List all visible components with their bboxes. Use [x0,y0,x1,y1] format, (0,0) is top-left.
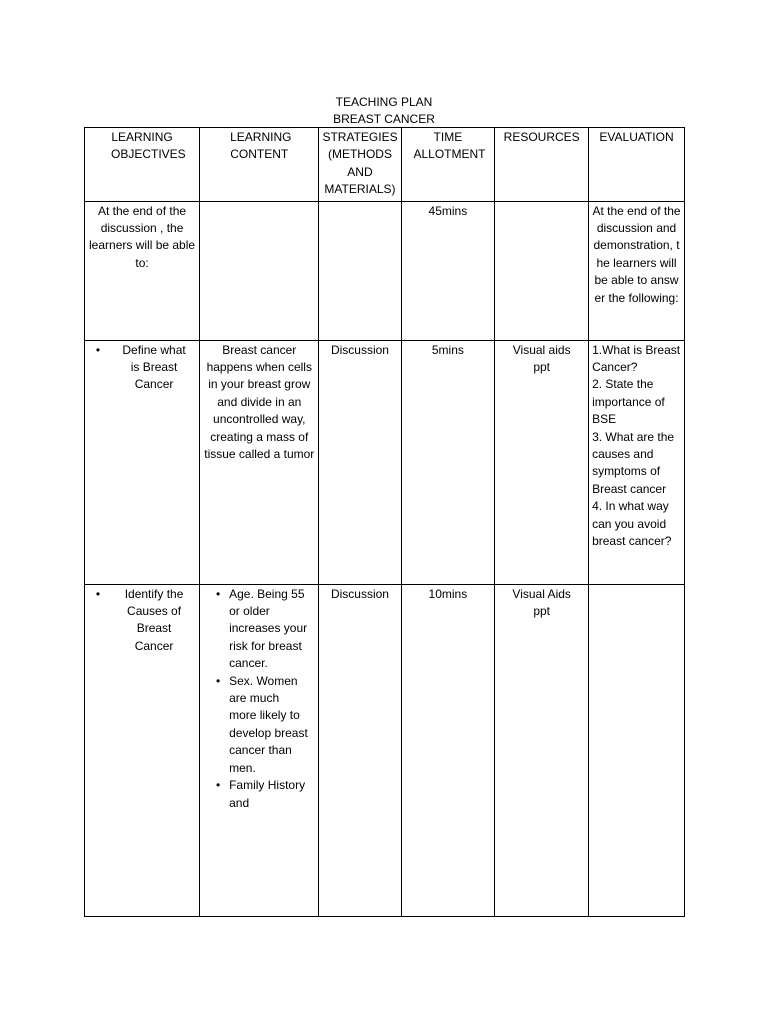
header-evaluation: EVALUATION [589,128,685,202]
teaching-plan-table [84,127,685,917]
bullet-icon: • [215,673,221,688]
bullet-item [88,586,196,656]
resources-cell [495,201,589,340]
evaluation-cell: At the end of the discussion and demonstration, the learners will be able to answer the following: [589,201,685,340]
header-resources: RESOURCES [495,128,589,202]
document-title: TEACHING PLAN [335,95,433,109]
document-header [0,94,768,128]
bullet-item [88,342,196,394]
time-cell: 45mins [401,201,495,340]
resources-cell: Visual aids ppt [495,340,589,584]
bullet-item [203,777,308,812]
content-text: Age. Being 55 or older increases your risk for breast cancer. [229,586,308,671]
table-row [85,340,685,584]
content-cell: Breast cancer happens when cells in your breast grow and divide in an uncontrolled way, creating a mass of tissue called a tumor [200,340,319,584]
header-strategies: STRATEGIES (METHODS AND MATERIALS) [319,128,401,202]
objective-cell [85,340,200,584]
evaluation-question: 4. In what way can you avoid breast cancer? [592,499,672,549]
evaluation-cell [589,340,685,584]
bullet-icon: • [95,586,101,601]
strategy-cell: Discussion [319,584,401,916]
evaluation-question: 2. State the importance of BSE [592,377,665,427]
header-time-allotment: TIME ALLOTMENT [401,128,495,202]
objective-cell [85,584,200,916]
content-cell [200,201,319,340]
bullet-icon: • [215,778,221,793]
time-cell: 10mins [401,584,495,916]
resources-cell: Visual Aids ppt [495,584,589,916]
table-header-row [85,128,685,202]
time-cell: 5mins [401,340,495,584]
header-learning-content: LEARNING CONTENT [200,128,319,202]
bullet-item [203,673,308,777]
evaluation-question: 1.What is Breast Cancer? [592,342,681,375]
evaluation-question: 3. What are the causes and symptoms of Breast cancer [592,429,675,496]
header-learning-objectives: LEARNING OBJECTIVES [85,128,200,202]
document-subtitle: BREAST CANCER [333,112,435,126]
bullet-item [203,586,308,673]
objective-cell: At the end of the discussion , the learners will be able to: [85,201,200,340]
evaluation-cell [589,584,685,916]
table-row [85,584,685,916]
content-cell [200,584,319,916]
content-text: Sex. Women are much more likely to develop breast cancer than men. [229,673,308,775]
strategy-cell [319,201,401,340]
table-row [85,201,685,340]
bullet-icon: • [95,342,101,357]
objective-text: Identify the Causes of Breast Cancer [124,586,184,653]
content-text: Family History and [229,778,306,810]
bullet-icon: • [215,586,221,601]
strategy-cell: Discussion [319,340,401,584]
objective-text: Define what is Breast Cancer [122,342,186,392]
